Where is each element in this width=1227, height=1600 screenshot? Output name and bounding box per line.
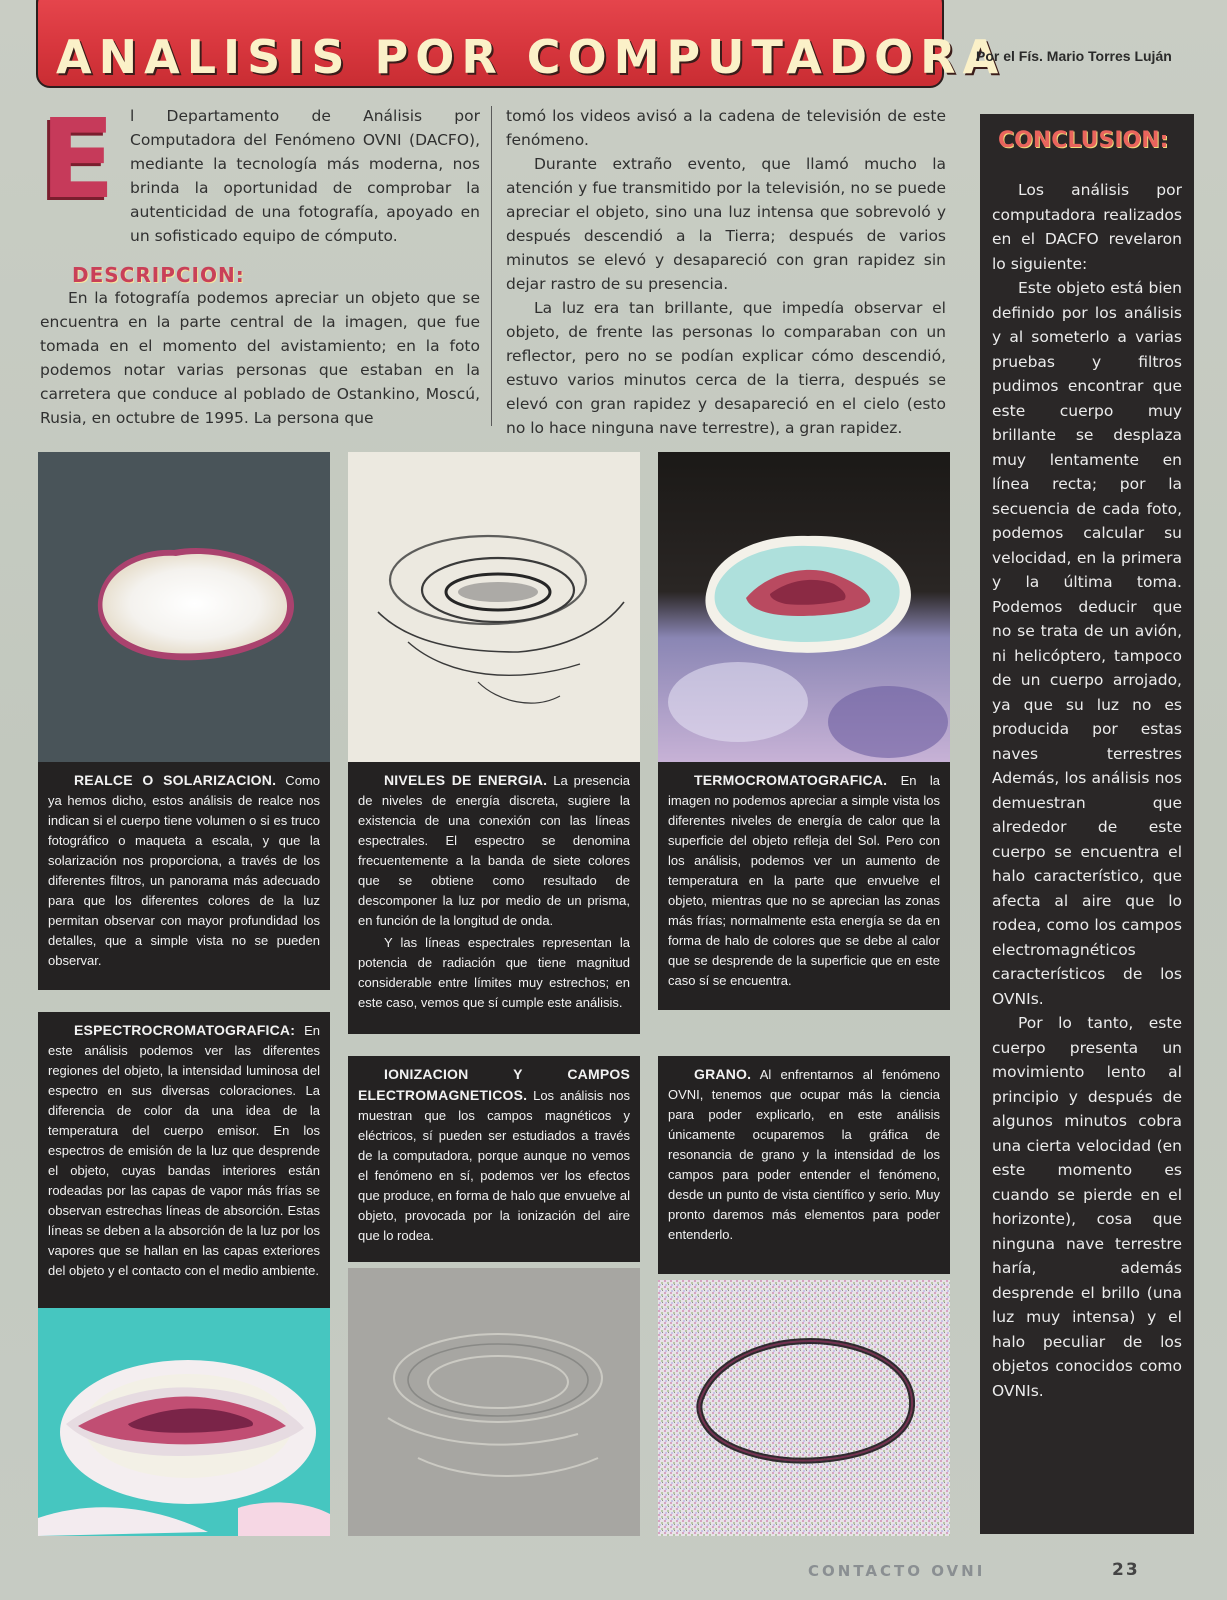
intro-column-1 <box>40 95 480 248</box>
page-title: ANALISIS POR COMPUTADORA <box>56 30 1006 84</box>
conclusion-title: CONCLUSION: <box>998 128 1169 153</box>
termo-caption-title: TERMOCROMATOGRAFICA. <box>694 772 888 788</box>
description-heading: DESCRIPCION: <box>72 263 245 287</box>
espectro-caption-title: ESPECTROCROMATOGRAFICA: <box>74 1022 296 1038</box>
column-divider <box>491 106 492 426</box>
conclusion-paragraph-3: Por lo tanto, este cuerpo presenta un movimiento lento al principio y después de algunos minutos cobra una cierta velocidad (en este momento es cuando se pierde en el horizonte), cosa que ninguna nave terrestre haría, además desprende el brillo (una luz muy intensa) y el halo peculiar de los objetos conocidos como OVNIs. <box>992 1014 1182 1400</box>
page-number: 23 <box>1112 1560 1140 1580</box>
termo-caption-text: En la imagen no podemos apreciar a simple vista los diferentes niveles de energía de calor que la superficie del objeto refleja del Sol. Pero con los análisis, podemos ver un aumento de temperatura en la parte que envuelve el objeto, mientras que no se aprecian las zonas más frías; normalmente esta energía se da en forma de halo de colores que se debe al calor que se desprende de la superficie que en este caso sí se encuentra. <box>668 773 940 988</box>
niveles-photo <box>348 452 640 762</box>
intro-paragraph: l Departamento de Análisis por Computadora del Fenómeno OVNI (DACFO), mediante la tecnología más moderna, nos brinda la oportunidad de comprobar la autenticidad de una fotografía, apoyado en un sofisticado equipo de cómputo. <box>130 107 480 245</box>
conclusion-paragraph-1: Los análisis por computadora realizados en el DACFO revelaron lo siguiente: <box>992 181 1182 273</box>
termo-caption <box>658 762 950 1010</box>
grano-caption-text: Al enfrentarnos al fenómeno OVNI, tenemos que ocupar más la ciencia para poder explicarlo, en este análisis únicamente ocuparemos la gráfica de resonancia de grano y la intensidad de los campos para poder entender el fenómeno, desde un punto de vista científico y serio. Muy pronto daremos más elementos para poder entenderlo. <box>668 1067 940 1242</box>
ionizacion-caption-title: IONIZACION Y CAMPOS ELECTROMAGNETICOS. <box>358 1066 630 1103</box>
niveles-caption-text-2: Y las líneas espectrales representan la potencia de radiación que tiene magnitud considerable entre límites muy estrechos; en este caso, vemos que sí cumple este análisis. <box>358 935 630 1010</box>
conclusion-text <box>992 178 1182 1403</box>
espectro-caption-text: En este análisis podemos ver las diferentes regiones del objeto, la intensidad luminosa del espectro en sus diversas coloraciones. La diferencia de color da una idea de la temperatura del cuerpo emisor. En los espectros de emisión de la luz que desprende el objeto, cuyas bandas interiores están rodeadas por las capas de vapor más frías se observan estrechas líneas de absorción. Estas líneas se deben a la absorción de la luz por los vapores que se hallan en las capas exteriores del objeto y el contacto con el medio ambiente. <box>48 1023 320 1278</box>
col2-paragraph-2: Durante extraño evento, que llamó mucho la atención y fue transmitido por la televisión, no se puede apreciar el objeto, sino una luz intensa que sobrevoló y después descendió a la Tierra; después de varios minutos se elevó y desapareció con gran rapidez sin dejar rastro de su presencia. <box>506 155 946 293</box>
niveles-caption-title: NIVELES DE ENERGIA. <box>384 772 548 788</box>
niveles-caption <box>348 762 640 1034</box>
realce-photo <box>38 452 330 762</box>
realce-caption <box>38 762 330 990</box>
realce-caption-title: REALCE O SOLARIZACION. <box>74 772 277 788</box>
col2-paragraph-1: tomó los videos avisó a la cadena de televisión de este fenómeno. <box>506 107 946 149</box>
description-column <box>40 286 480 430</box>
author-byline: Por el Fís. Mario Torres Luján <box>976 48 1172 64</box>
niveles-caption-text: La presencia de niveles de energía discreta, sugiere la existencia de una conexión con las líneas espectrales. El espectro se denomina frecuentemente a la banda de siete colores que se obtiene como resultado de descomponer la luz por medio de un prisma, en función de la longitud de onda. <box>358 773 630 928</box>
espectro-photo <box>38 1308 330 1536</box>
ionizacion-caption <box>348 1056 640 1262</box>
realce-caption-text: Como ya hemos dicho, estos análisis de realce nos indican si el cuerpo tiene volumen o si es truco fotográfico o maqueta a escala, y que la solarización nos proporciona, a través de los diferentes filtros, un panorama más adecuado para que los diferentes colores de la luz permitan observar con mayor profundidad los detalles, que a simple vista no se pueden observar. <box>48 773 320 968</box>
espectro-caption <box>38 1012 330 1308</box>
grano-photo <box>658 1280 950 1536</box>
magazine-name: CONTACTO OVNI <box>808 1562 986 1580</box>
col2-paragraph-3: La luz era tan brillante, que impedía observar el objeto, de frente las personas lo comparaban con un reflector, pero no se podían explicar cómo descendió, estuvo varios minutos cerca de la tierra, después se elevó con gran rapidez y desapareció en el cielo (esto no lo hace ninguna nave terrestre), a gran rapidez. <box>506 299 946 437</box>
ionizacion-caption-text: Los análisis nos muestran que los campos magnéticos y eléctricos, sí pueden ser estudiados a través de la computadora, porque aunque no vemos el fenómeno en sí, podemos ver los efectos que produce, en forma de halo que envuelve al objeto, provocada por la ionización del aire que lo rodea. <box>358 1088 630 1243</box>
grano-caption-title: GRANO. <box>694 1066 752 1082</box>
drop-cap: E <box>40 95 116 223</box>
conclusion-paragraph-2: Este objeto está bien definido por los análisis y al someterlo a varias pruebas y filtros pudimos encontrar que este cuerpo muy brillante se desplaza muy lentamente en línea recta; por la secuencia de cada foto, podemos calcular su velocidad, en la primera y la última toma. Podemos deducir que no se trata de un avión, ni helicóptero, tampoco de un cuerpo arrojado, ya que su luz no es producida por estas naves terrestres Además, los análisis nos demuestran que alrededor de este cuerpo se encuentra el halo característico, que afecta al aire que lo rodea, como los campos electromagnéticos característicos de los OVNIs. <box>992 279 1182 1008</box>
description-paragraph: En la fotografía podemos apreciar un objeto que se encuentra en la parte central de la imagen, que fue tomada en el momento del avistamiento; en la foto podemos notar varias personas que estaban en la carretera que conduce al poblado de Ostankino, Moscú, Rusia, en octubre de 1995. La persona que <box>40 289 480 427</box>
intro-column-2 <box>506 104 946 440</box>
termo-photo <box>658 452 950 762</box>
grano-caption <box>658 1056 950 1274</box>
ionizacion-photo <box>348 1268 640 1536</box>
